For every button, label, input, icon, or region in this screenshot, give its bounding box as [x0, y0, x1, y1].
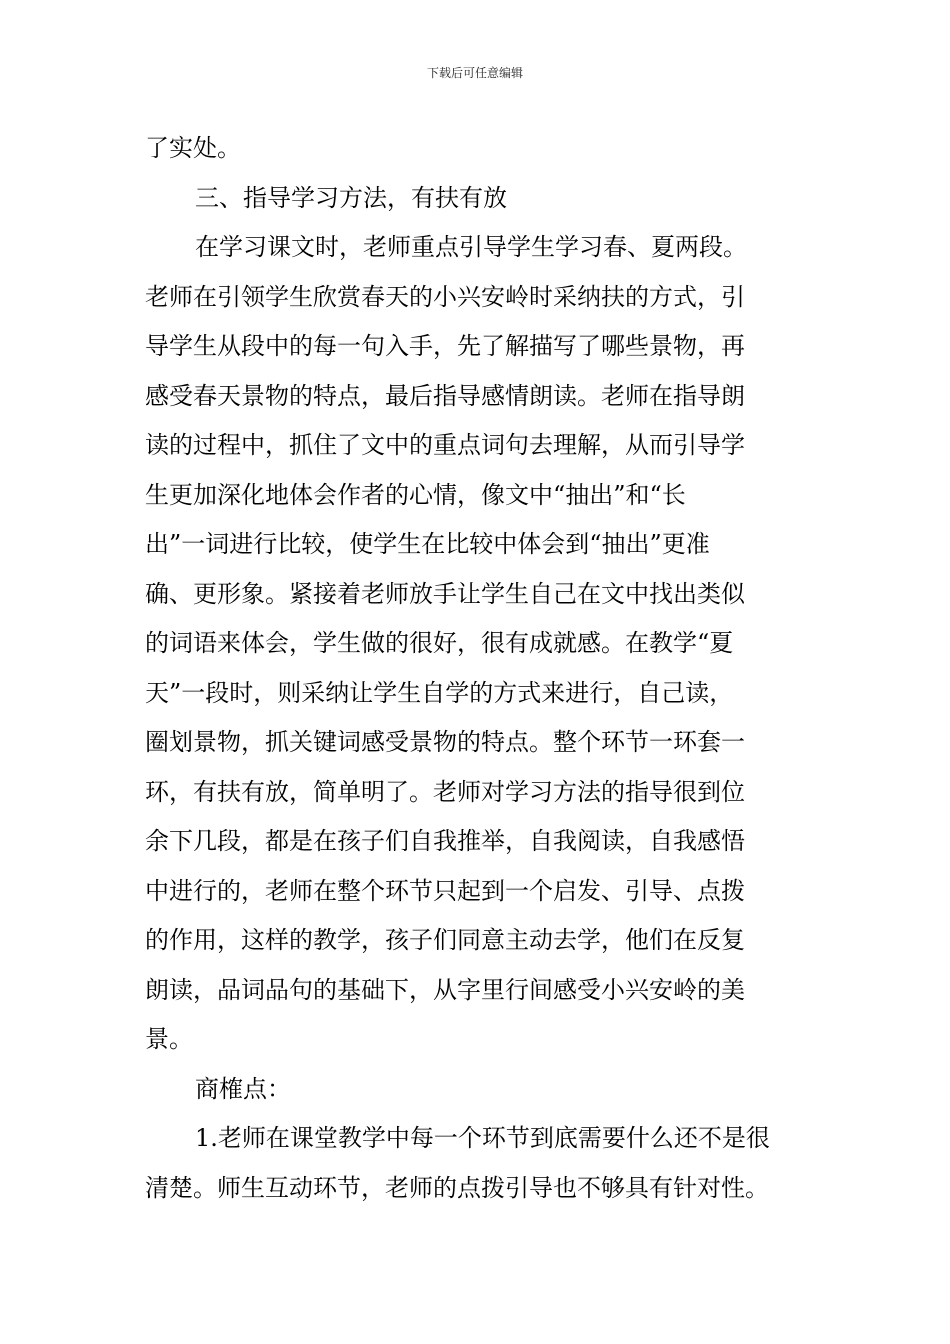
text-line: 景。: [145, 1025, 193, 1053]
discussion-heading: 商榷点：: [195, 1074, 291, 1103]
text-line: 确、更形象。紧接着老师放手让学生自己在文中找出类似: [145, 579, 745, 608]
text-line: 1.老师在课堂教学中每一个环节到底需要什么还不是很: [195, 1124, 770, 1152]
text-line: 在学习课文时，老师重点引导学生学习春、夏两段。: [195, 233, 747, 261]
text-line: 了实处。: [145, 134, 241, 162]
text-line: 出”一词进行比较，使学生在比较中体会到“抽出”更准: [145, 530, 710, 558]
text-line: 感受春天景物的特点，最后指导感情朗读。老师在指导朗: [145, 381, 745, 410]
text-line: 中进行的，老师在整个环节只起到一个启发、引导、点拨: [145, 876, 745, 905]
text-line: 圈划景物，抓关键词感受景物的特点。整个环节一环套一: [145, 728, 745, 756]
section-heading: 三、指导学习方法，有扶有放: [195, 183, 507, 212]
text-line: 的作用，这样的教学，孩子们同意主动去学，他们在反复: [145, 926, 745, 954]
text-line: 生更加深化地体会作者的心情，像文中“抽出”和“长: [145, 480, 686, 509]
text-line: 老师在引领学生欣赏春天的小兴安岭时采纳扶的方式，引: [145, 282, 745, 311]
text-line: 天”一段时，则采纳让学生自学的方式来进行，自己读，: [145, 678, 734, 707]
text-line: 清楚。师生互动环节，老师的点拨引导也不够具有针对性。: [145, 1173, 769, 1202]
text-line: 导学生从段中的每一句入手，先了解描写了哪些景物，再: [145, 332, 745, 360]
document-body: [145, 124, 807, 1213]
text-line: 朗读，品词品句的基础下，从字里行间感受小兴安岭的美: [145, 975, 745, 1004]
text-line: 读的过程中，抓住了文中的重点词句去理解，从而引导学: [145, 431, 745, 459]
text-line: 环，有扶有放，简单明了。老师对学习方法的指导很到位: [145, 777, 745, 806]
text-line: 的词语来体会，学生做的很好，很有成就感。在教学“夏: [145, 629, 734, 657]
page-header: 下载后可任意编辑: [426, 66, 523, 80]
text-line: 余下几段，都是在孩子们自我推举，自我阅读，自我感悟: [145, 827, 745, 855]
